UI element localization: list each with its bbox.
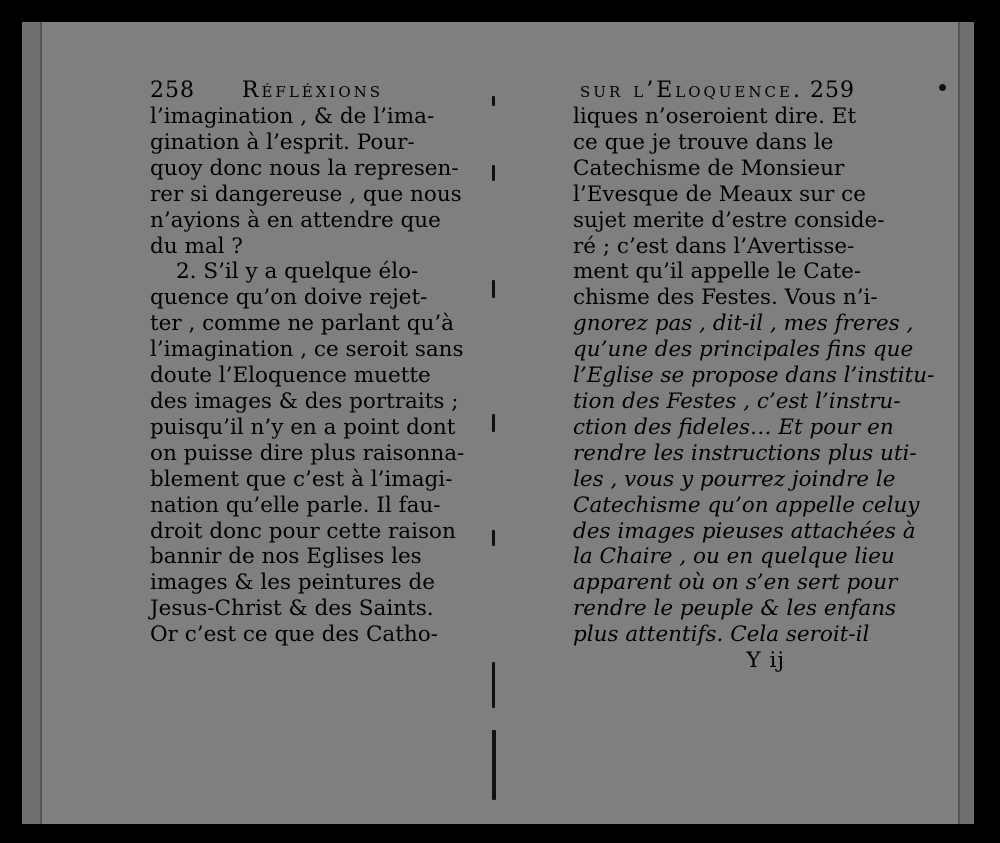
text-line: quoy donc nous la represen- — [150, 155, 459, 181]
text-line: ter , comme ne parlant qu’à — [150, 311, 455, 337]
running-title: sur l’Eloquence. — [580, 78, 803, 103]
text-line: doute l’Eloquence muette — [150, 363, 431, 389]
left-page-edge — [22, 22, 42, 824]
left-page — [150, 78, 465, 648]
text-line: des images pieuses attachées à — [573, 518, 916, 544]
text-line: ce que je trouve dans le — [573, 129, 834, 155]
text-line: on puisse dire plus raisonna- — [150, 440, 465, 466]
text-line: l’imagination , & de l’ima- — [150, 104, 435, 129]
open-book — [22, 22, 974, 824]
text-line: n’ayions à en attendre que — [150, 207, 441, 233]
text-line: blement que c’est à l’imagi- — [150, 466, 453, 492]
text-line: images & les peintures de — [150, 570, 435, 596]
text-line: les , vous y pourrez joindre le — [573, 466, 896, 492]
ink-spot — [939, 84, 946, 91]
text-line: liques n’oseroient dire. Et — [573, 104, 857, 129]
text-line: des images & des portraits ; — [150, 388, 459, 414]
page-number: 258 — [150, 78, 195, 103]
left-page-body — [150, 104, 465, 648]
text-line: l’Evesque de Meaux sur ce — [573, 181, 866, 207]
text-line: 2. S’il y a quelque élo- — [176, 259, 419, 285]
text-line: Jesus-Christ & des Saints. — [150, 596, 434, 622]
text-line: chisme des Festes. Vous n’i- — [573, 285, 878, 311]
text-line: plus attentifs. Cela seroit-il — [573, 622, 870, 648]
text-line: gination à l’esprit. Pour- — [150, 129, 415, 155]
text-line: du mal ? — [150, 233, 243, 259]
text-line: bannir de nos Eglises les — [150, 544, 422, 570]
text-line: Catechisme qu’on appelle celuy — [573, 492, 920, 518]
page-number: 259 — [809, 78, 855, 103]
text-line: qu’une des principales fins que — [573, 337, 914, 363]
text-line: Catechisme de Monsieur — [573, 155, 845, 181]
text-line: l’Eglise se propose dans l’institu- — [573, 363, 935, 389]
text-line: puisqu’il n’y en a point dont — [150, 414, 456, 440]
text-line: rendre les instructions plus uti- — [573, 440, 917, 466]
text-line: nation qu’elle parle. Il fau- — [150, 492, 441, 518]
text-line: droit donc pour cette raison — [150, 518, 456, 544]
text-line: sujet merite d’estre conside- — [573, 207, 885, 233]
signature-mark: Y ij — [746, 648, 785, 674]
right-page-body — [573, 104, 935, 674]
binding-gutter — [492, 62, 498, 822]
text-line: quence qu’on doive rejet- — [150, 285, 428, 311]
text-line: Or c’est ce que des Catho- — [150, 622, 438, 648]
right-page — [573, 78, 935, 674]
text-line: l’imagination , ce seroit sans — [150, 337, 464, 363]
text-line: gnorez pas , dit-il , mes freres , — [573, 311, 914, 337]
left-page-header — [150, 78, 430, 104]
text-line: tion des Festes , c’est l’instru- — [573, 388, 901, 414]
text-line: la Chaire , ou en quelque lieu — [573, 544, 895, 570]
text-line: apparent où on s’en sert pour — [573, 570, 898, 596]
running-title: Réfléxions — [241, 78, 384, 103]
right-page-header — [573, 78, 855, 104]
text-line: ction des fideles… Et pour en — [573, 414, 894, 440]
text-line: rendre le peuple & les enfans — [573, 596, 897, 622]
text-line: rer si dangereuse , que nous — [150, 181, 462, 207]
right-page-edge — [958, 22, 974, 824]
text-line: ment qu’il appelle le Cate- — [573, 259, 862, 285]
text-line: ré ; c’est dans l’Avertisse- — [573, 233, 855, 259]
